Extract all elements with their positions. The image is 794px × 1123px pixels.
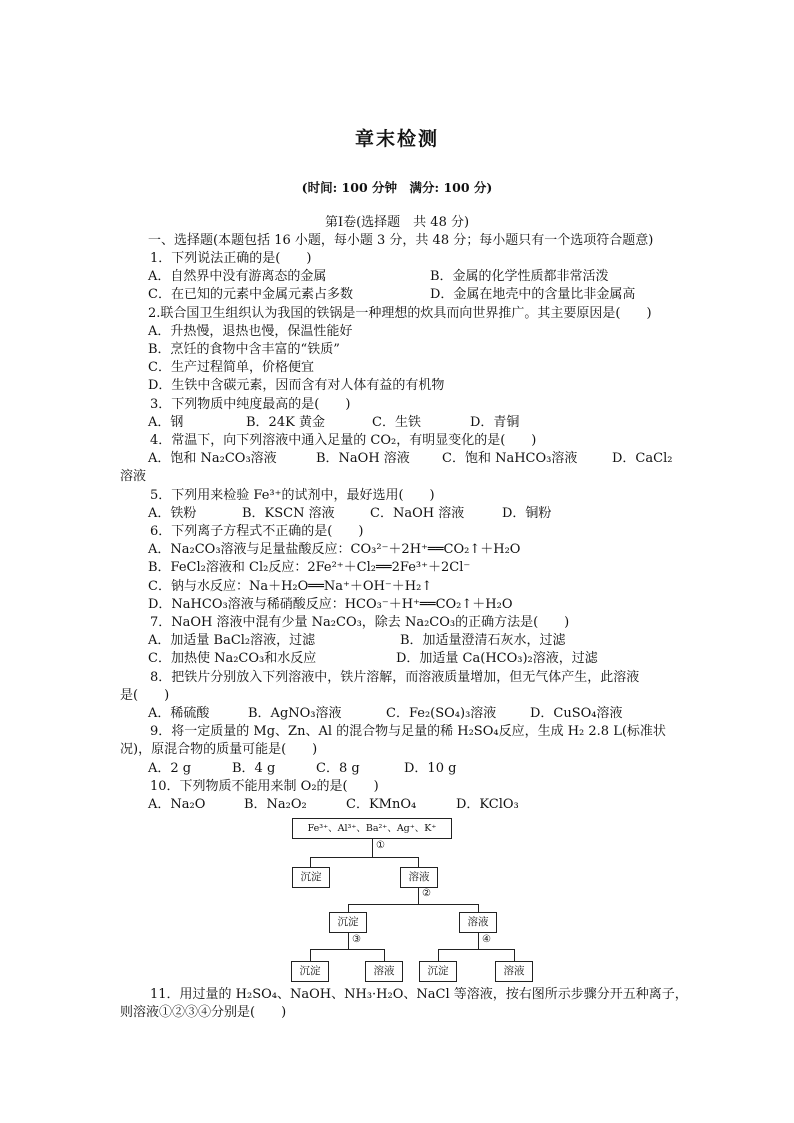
question-line: 9．将一定质量的 Mg、Zn、Al 的混合物与足量的稀 H₂SO₄反应，生成 H₂ 2.8 L(标准状 <box>150 724 666 740</box>
question-line: D．生铁中含碳元素，因而含有对人体有益的有机物 <box>148 378 445 394</box>
question-line: 则溶液①②③④分别是( ) <box>120 1005 287 1020</box>
answer-option: C．8 g <box>316 760 360 776</box>
question-line: 2.联合国卫生组织认为我国的铁锅是一种理想的炊具而向世界推广。其主要原因是( ) <box>148 305 652 321</box>
answer-option: B．金属的化学性质都非常活泼 <box>430 269 609 285</box>
question-line: 溶液 <box>120 469 147 485</box>
answer-option: D．加适量 Ca(HCO₃)₂溶液，过滤 <box>396 651 598 667</box>
answer-option: D．10 g <box>404 760 457 776</box>
answer-option: C．NaOH 溶液 <box>370 505 465 521</box>
step-4-label: ④ <box>482 934 491 945</box>
solution-box-3: 溶液 <box>365 961 403 982</box>
answer-option: B．4 g <box>232 760 276 776</box>
question-line: D．NaHCO₃溶液与稀硝酸反应：HCO₃⁻＋H⁺══CO₂↑＋H₂O <box>148 596 513 612</box>
exam-info: (时间: 100 分钟 满分: 100 分) <box>301 180 493 195</box>
answer-option: A．铁粉 <box>148 505 197 521</box>
answer-option: B．加适量澄清石灰水，过滤 <box>400 633 566 649</box>
question-line: 是( ) <box>120 687 170 703</box>
ion-mixture-box: Fe³⁺、Al³⁺、Ba²⁺、Ag⁺、K⁺ <box>292 818 452 839</box>
section-intro: 一、选择题(本题包括 16 小题，每小题 3 分，共 48 分；每小题只有一个选项符合题意) <box>148 233 654 248</box>
solution-box-4: 溶液 <box>495 961 533 982</box>
section-heading: 第Ⅰ卷(选择题 共 48 分) <box>324 215 470 230</box>
step-1-label: ① <box>376 840 385 851</box>
question-line: 6．下列离子方程式不正确的是( ) <box>150 524 364 539</box>
precipitate-box-2: 沉淀 <box>329 912 367 933</box>
answer-option: A．Na₂O <box>148 797 206 812</box>
answer-option: A．加适量 BaCl₂溶液，过滤 <box>148 633 316 649</box>
page-title: 章末检测 <box>354 128 439 150</box>
answer-option: B．NaOH 溶液 <box>316 451 410 467</box>
question-line: C．生产过程简单，价格便宜 <box>148 360 314 376</box>
question-line: 4．常温下，向下列溶液中通入足量的 CO₂，有明显变化的是( ) <box>150 433 537 448</box>
answer-option: C．Fe₂(SO₄)₃溶液 <box>386 706 497 721</box>
question-line: 1．下列说法正确的是( ) <box>150 251 312 266</box>
answer-option: C．生铁 <box>372 414 421 430</box>
question-line: C．钠与水反应：Na＋H₂O══Na⁺＋OH⁻＋H₂↑ <box>148 578 433 594</box>
question-line: 5．下列用来检验 Fe³⁺的试剂中，最好选用( ) <box>150 487 435 503</box>
step-3-label: ③ <box>352 934 361 945</box>
precipitate-box-4: 沉淀 <box>419 961 457 982</box>
answer-option: A．2 g <box>148 760 192 776</box>
question-line: A．Na₂CO₃溶液与足量盐酸反应：CO₃²⁻＋2H⁺══CO₂↑＋H₂O <box>148 542 521 558</box>
question-line: B．烹饪的食物中含丰富的“铁质” <box>148 342 340 357</box>
solution-box-1: 溶液 <box>400 867 438 888</box>
precipitate-box-1: 沉淀 <box>292 867 330 888</box>
answer-option: D．青铜 <box>470 414 520 430</box>
answer-option: D．KClO₃ <box>456 797 519 812</box>
question-line: B．FeCl₂溶液和 Cl₂反应：2Fe²⁺＋Cl₂══2Fe³⁺＋2Cl⁻ <box>148 560 471 576</box>
answer-option: A．钢 <box>148 414 184 430</box>
question-line: 8．把铁片分别放入下列溶液中，铁片溶解，而溶液质量增加，但无气体产生，此溶液 <box>150 669 640 685</box>
answer-option: D．铜粉 <box>502 505 552 521</box>
answer-option: C．加热使 Na₂CO₃和水反应 <box>148 651 317 667</box>
question-line: 况)，原混合物的质量可能是( ) <box>120 742 318 758</box>
precipitate-box-3: 沉淀 <box>291 961 329 982</box>
answer-option: A．稀硫酸 <box>148 706 210 721</box>
solution-box-2: 溶液 <box>459 912 497 933</box>
answer-option: D．金属在地壳中的含量比非金属高 <box>430 287 636 303</box>
question-line: 3．下列物质中纯度最高的是( ) <box>150 396 351 412</box>
step-2-label: ② <box>422 888 431 899</box>
answer-option: B．Na₂O₂ <box>244 797 307 812</box>
answer-option: C．KMnO₄ <box>346 797 417 812</box>
answer-option: C．在已知的元素中金属元素占多数 <box>148 287 353 303</box>
question-line: A．升热慢，退热也慢，保温性能好 <box>148 323 353 339</box>
answer-option: B．AgNO₃溶液 <box>248 706 342 721</box>
answer-option: B．24K 黄金 <box>246 414 325 430</box>
answer-option: D．CaCl₂ <box>612 451 673 467</box>
question-line: 10．下列物质不能用来制 O₂的是( ) <box>150 778 379 794</box>
answer-option: D．CuSO₄溶液 <box>530 706 623 721</box>
answer-option: A．自然界中没有游离态的金属 <box>148 269 327 285</box>
answer-option: B．KSCN 溶液 <box>242 505 335 521</box>
answer-option: A．饱和 Na₂CO₃溶液 <box>148 451 277 467</box>
question-line: 11．用过量的 H₂SO₄、NaOH、NH₃·H₂O、NaCl 等溶液，按右图所示步骤分开五种离子， <box>150 987 688 1002</box>
answer-option: C．饱和 NaHCO₃溶液 <box>442 451 578 467</box>
question-line: 7．NaOH 溶液中混有少量 Na₂CO₃，除去 Na₂CO₃的正确方法是( ) <box>150 615 570 630</box>
